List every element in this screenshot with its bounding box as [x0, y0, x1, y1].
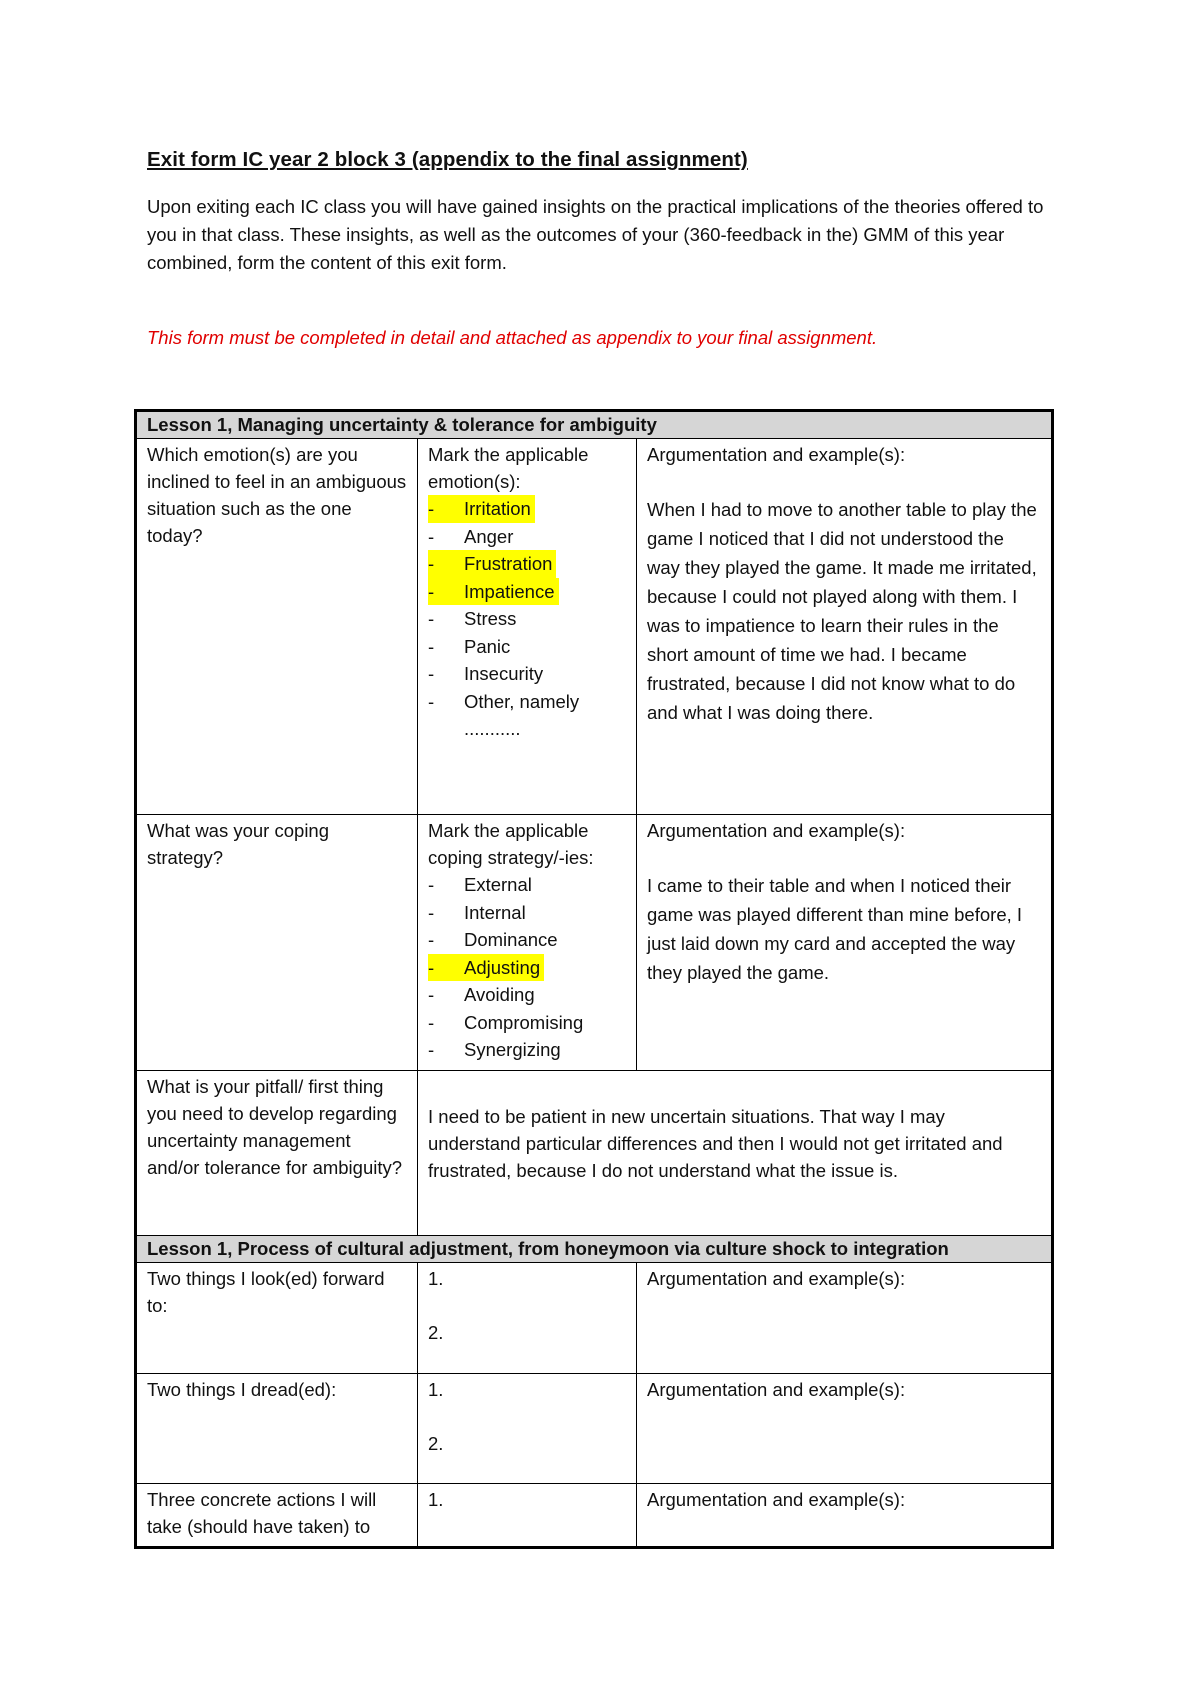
answer-number-1: 1.	[428, 1378, 444, 1400]
option-label: Panic	[464, 635, 511, 657]
option-insecurity[interactable]	[428, 660, 626, 688]
table-row-coping	[136, 815, 1053, 1071]
other-dots: ...........	[464, 718, 521, 739]
argumentation-label: Argumentation and example(s):	[647, 820, 906, 841]
list-dash: -	[428, 1039, 435, 1060]
option-impatience[interactable]	[428, 578, 626, 606]
option-synergizing[interactable]	[428, 1036, 626, 1064]
table-row-pitfall	[136, 1070, 1053, 1235]
section-header-uncertainty	[136, 411, 1053, 439]
list-dash: -	[428, 954, 464, 982]
argumentation-emotions	[637, 439, 1053, 815]
argumentation-label: Argumentation and example(s):	[647, 1267, 906, 1289]
coping-options-list	[428, 871, 626, 1064]
list-dash: -	[428, 1011, 435, 1033]
table-row-emotions	[136, 439, 1053, 815]
option-label: External	[464, 874, 532, 895]
option-frustration[interactable]	[428, 550, 626, 578]
other-fill-line[interactable]	[428, 715, 626, 743]
list-dash: -	[428, 495, 464, 523]
option-label: Internal	[464, 901, 526, 923]
table-row-dread	[136, 1373, 1053, 1483]
answer-number-2: 2.	[428, 1321, 444, 1343]
list-dash: -	[428, 984, 435, 1005]
option-panic[interactable]	[428, 633, 626, 661]
section-header-text: Lesson 1, Process of cultural adjustment, from honeymoon via culture shock to integration	[136, 1235, 1053, 1262]
answer-number-1: 1.	[428, 1488, 444, 1510]
option-compromising[interactable]	[428, 1009, 626, 1037]
table-row-look-forward	[136, 1262, 1053, 1373]
list-dash: -	[428, 929, 435, 950]
option-adjusting[interactable]	[428, 954, 626, 982]
intro-paragraph: Upon exiting each IC class you will have gained insights on the practical implications of the theories offered to you in that class. These insights, as well as the outcomes of your (360-feedback in the) GMM of this year combined, form the content of this exit form.	[147, 196, 1044, 273]
exit-form-table	[134, 409, 1054, 1549]
option-stress[interactable]	[428, 605, 626, 633]
argumentation-text: I came to their table and when I noticed their game was played different than mine before, I just laid down my card and accepted the way they played the game.	[647, 875, 1023, 983]
argumentation-actions[interactable]	[637, 1483, 1053, 1547]
question-look-forward: Two things I look(ed) forward to:	[136, 1262, 418, 1373]
coping-options-cell	[418, 815, 637, 1071]
option-label: Adjusting	[464, 954, 544, 982]
option-anger[interactable]	[428, 523, 626, 551]
option-label: Stress	[464, 608, 517, 629]
option-label: Synergizing	[464, 1039, 561, 1060]
list-dash: -	[428, 550, 464, 578]
list-dash: -	[428, 608, 435, 629]
option-dominance[interactable]	[428, 926, 626, 954]
list-dash: -	[428, 663, 435, 684]
option-external[interactable]	[428, 871, 626, 899]
table-row-actions	[136, 1483, 1053, 1547]
option-label: Dominance	[464, 929, 558, 950]
option-irritation[interactable]	[428, 495, 626, 523]
option-label: Avoiding	[464, 984, 535, 1005]
emotion-options-cell	[418, 439, 637, 815]
argumentation-coping	[637, 815, 1053, 1071]
argumentation-dread[interactable]	[637, 1373, 1053, 1483]
option-label: Anger	[464, 525, 514, 547]
argumentation-look-forward[interactable]	[637, 1262, 1053, 1373]
question-pitfall: What is your pitfall/ first thing you need to develop regarding uncertainty management and/or tolerance for ambiguity?	[136, 1070, 418, 1235]
answer-number-2: 2.	[428, 1432, 444, 1454]
option-label: Insecurity	[464, 663, 544, 684]
question-coping: What was your coping strategy?	[136, 815, 418, 1071]
list-dash: -	[428, 525, 435, 547]
argumentation-label: Argumentation and example(s):	[647, 1378, 906, 1400]
section-header-adjustment	[136, 1235, 1053, 1262]
page-title: Exit form IC year 2 block 3 (appendix to the final assignment)	[147, 148, 748, 171]
answers-dread[interactable]	[418, 1373, 637, 1483]
option-label: Other, namely	[464, 690, 580, 712]
list-dash: -	[428, 690, 435, 712]
option-other[interactable]	[428, 688, 626, 716]
argumentation-text: When I had to move to another table to play the game I noticed that I did not understood the way they played the game. It made me irritated, because I could not played along with them. I was to impatience to learn their rules in the short amount of time we had. I became frustrated, because I did not know what to do and what I was doing there.	[647, 499, 1037, 723]
list-dash: -	[428, 901, 435, 923]
option-internal[interactable]	[428, 899, 626, 927]
option-label: Impatience	[464, 578, 559, 606]
list-dash: -	[428, 635, 435, 657]
section-header-text: Lesson 1, Managing uncertainty & tolerance for ambiguity	[136, 411, 1053, 439]
question-dread: Two things I dread(ed):	[136, 1373, 418, 1483]
answer-number-1: 1.	[428, 1267, 444, 1289]
emotion-prompt: Mark the applicable emotion(s):	[428, 444, 589, 492]
question-actions: Three concrete actions I will take (should have taken) to	[136, 1483, 418, 1547]
answers-look-forward[interactable]	[418, 1262, 637, 1373]
option-label: Frustration	[464, 550, 556, 578]
list-dash: -	[428, 874, 435, 895]
question-emotions: Which emotion(s) are you inclined to feel in an ambiguous situation such as the one today?	[136, 439, 418, 815]
emotion-options-list	[428, 495, 626, 743]
option-label: Compromising	[464, 1011, 584, 1033]
list-dash: -	[428, 578, 464, 606]
answer-pitfall[interactable]: I need to be patient in new uncertain situations. That way I may understand particular differences and then I would not get irritated and frustrated, because I do not understand what the issue is.	[418, 1070, 1053, 1235]
argumentation-label: Argumentation and example(s):	[647, 444, 906, 465]
answers-actions[interactable]	[418, 1483, 637, 1547]
completion-notice: This form must be completed in detail and attached as appendix to your final assignment.	[147, 327, 878, 348]
coping-prompt: Mark the applicable coping strategy/-ies:	[428, 820, 594, 868]
option-avoiding[interactable]	[428, 981, 626, 1009]
argumentation-label: Argumentation and example(s):	[647, 1488, 906, 1510]
option-label: Irritation	[464, 495, 535, 523]
